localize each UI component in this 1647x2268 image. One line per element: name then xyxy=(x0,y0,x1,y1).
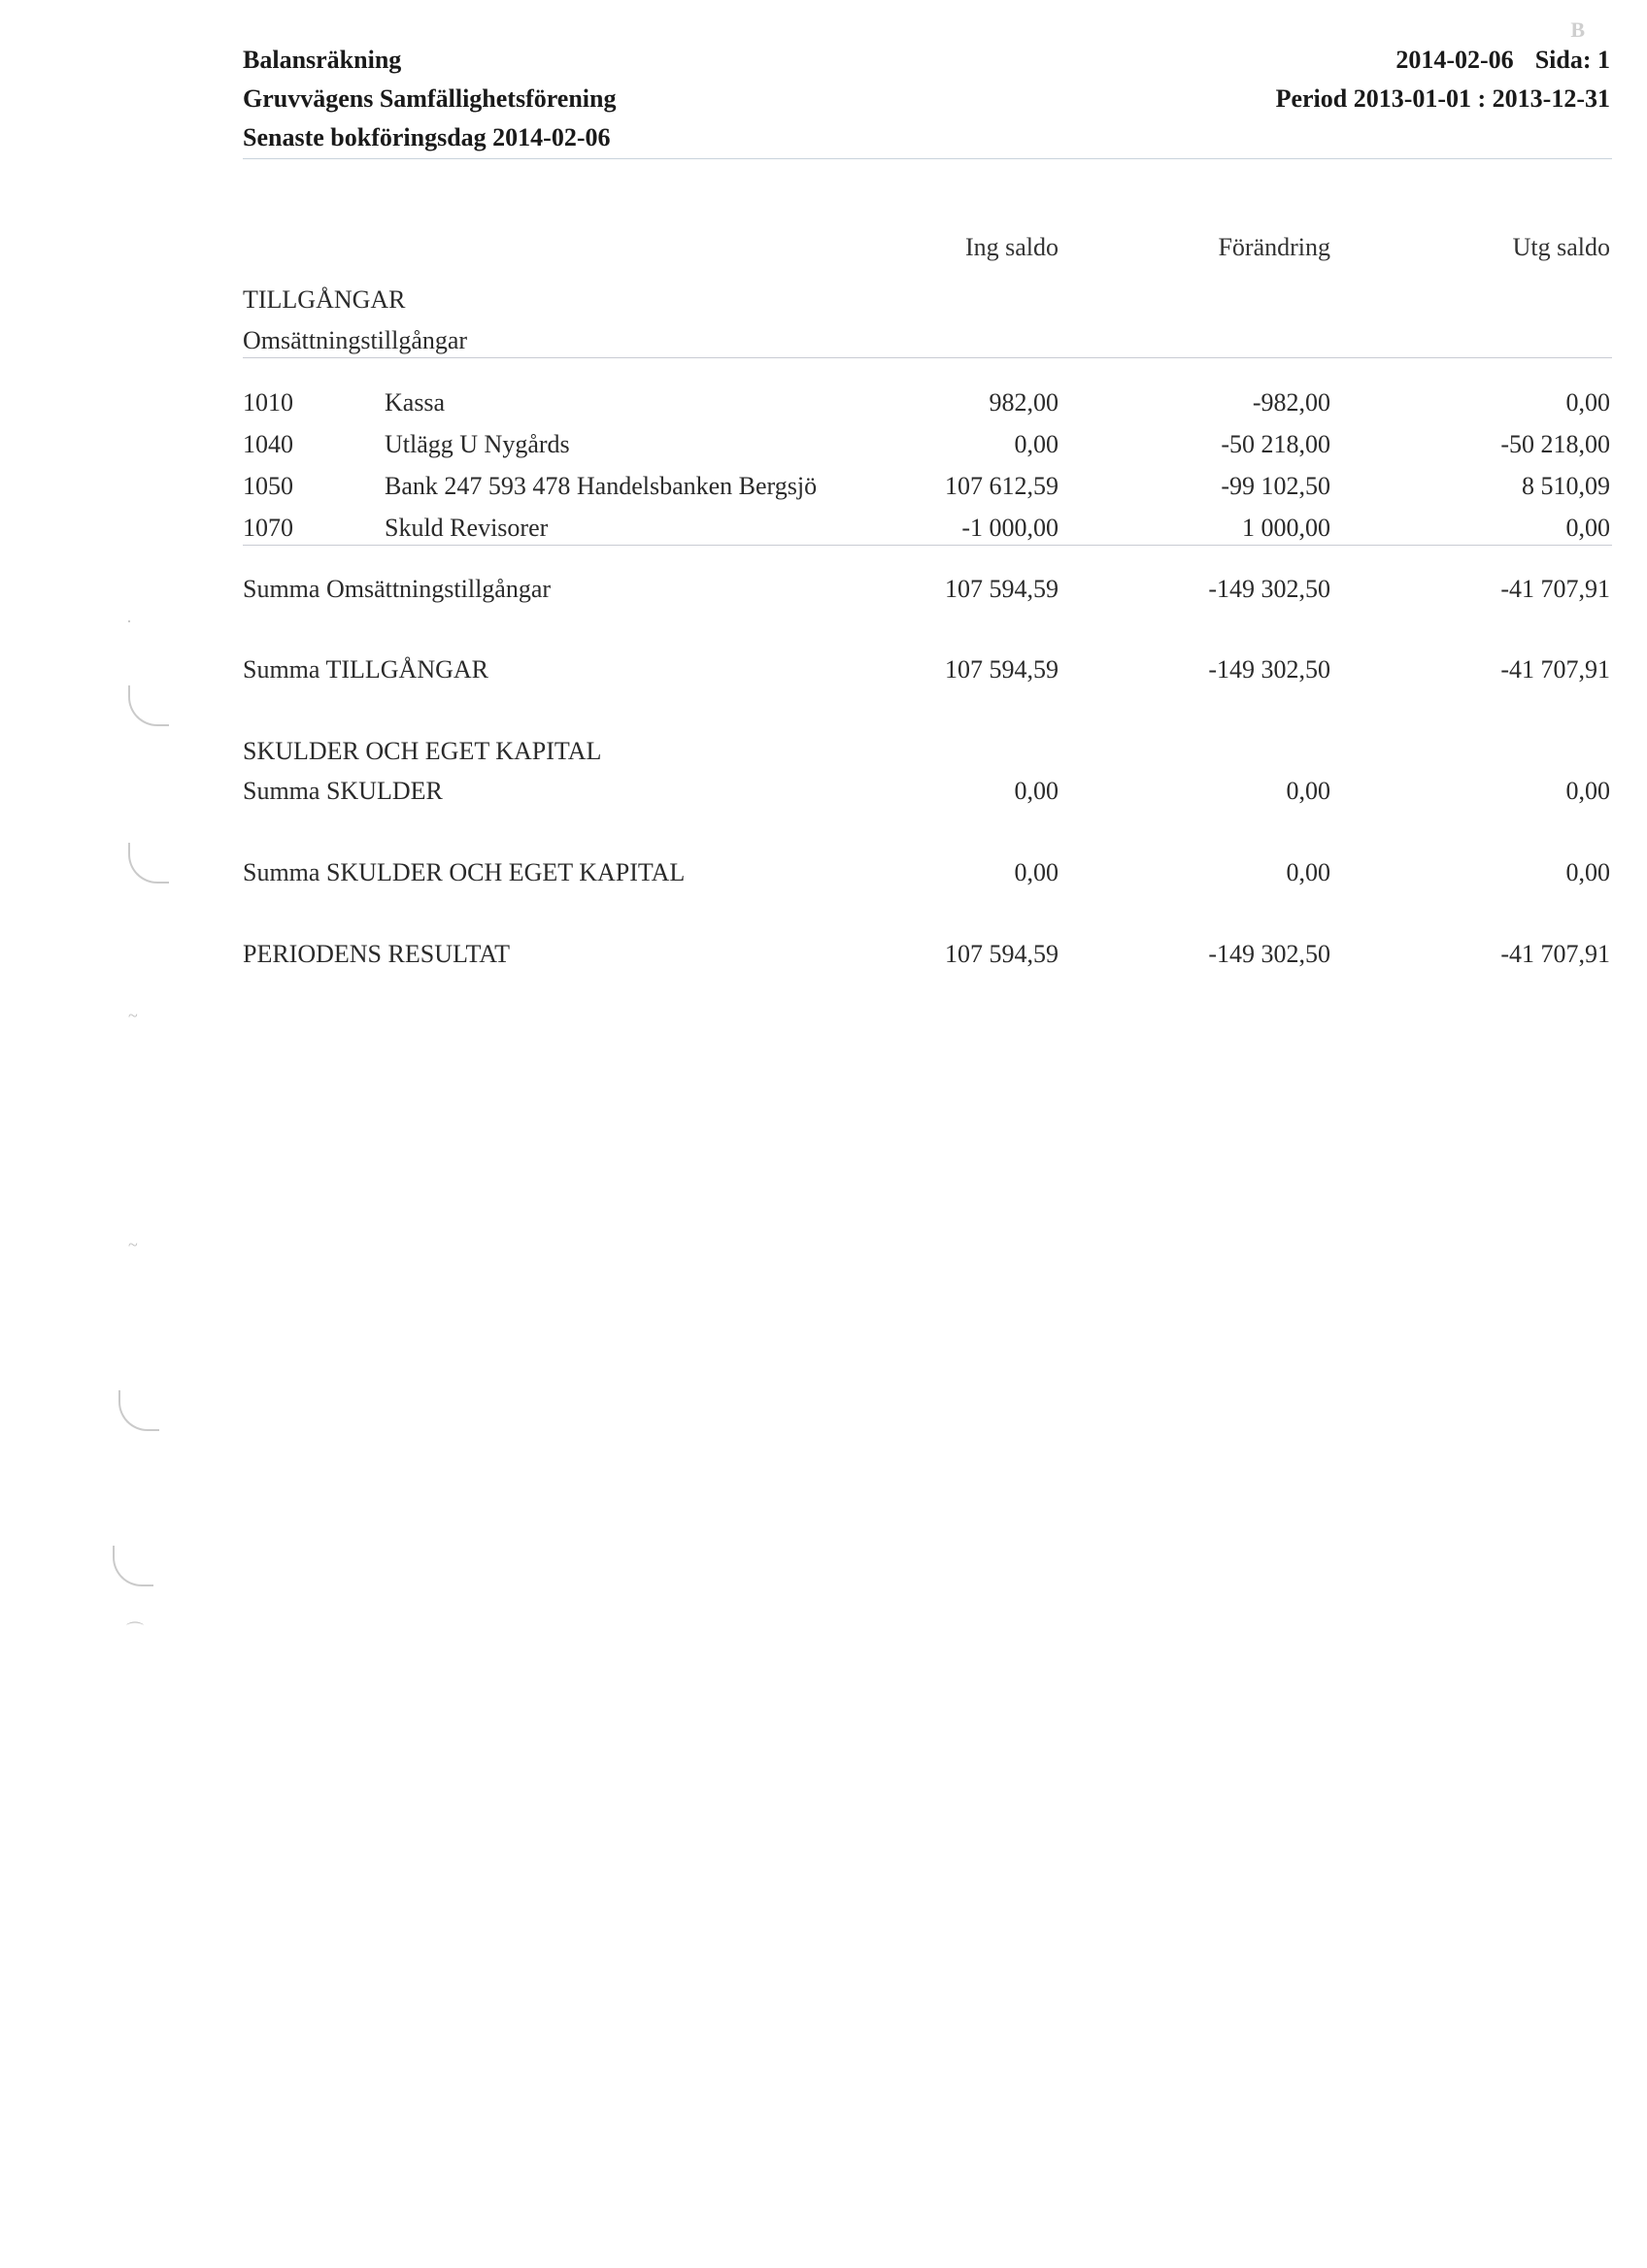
change-amount: -982,00 xyxy=(1252,388,1330,417)
section-title-liabilities-equity: SKULDER OCH EGET KAPITAL xyxy=(243,737,602,765)
change-amount: -50 218,00 xyxy=(1221,430,1330,458)
account-name: Kassa xyxy=(385,388,446,417)
closing-balance: 0,00 xyxy=(1565,388,1610,417)
result-label: PERIODENS RESULTAT xyxy=(243,940,511,968)
current-assets-divider xyxy=(243,357,1612,358)
account-row xyxy=(0,472,1647,511)
total-label: Summa SKULDER xyxy=(243,777,443,805)
total-row-assets xyxy=(0,655,1647,694)
last-posting-date: Senaste bokföringsdag 2014-02-06 xyxy=(243,123,611,151)
closing-balance: 0,00 xyxy=(1565,514,1610,542)
column-heading-closing: Utg saldo xyxy=(1512,233,1610,261)
account-row xyxy=(0,514,1647,552)
subtotal-row-current-assets xyxy=(0,575,1647,614)
change-amount: 0,00 xyxy=(1286,858,1330,886)
opening-balance: 107 594,59 xyxy=(945,575,1059,603)
opening-balance: 107 594,59 xyxy=(945,940,1059,968)
total-label: Summa TILLGÅNGAR xyxy=(243,655,489,684)
account-name: Bank 247 593 478 Handelsbanken Bergsjö xyxy=(385,472,818,500)
change-amount: -149 302,50 xyxy=(1208,655,1330,684)
total-row-liabilities xyxy=(0,777,1647,816)
faint-stamp: B xyxy=(1570,17,1589,42)
closing-balance: -50 218,00 xyxy=(1500,430,1610,458)
account-number: 1040 xyxy=(243,430,293,458)
account-name: Skuld Revisorer xyxy=(385,514,549,542)
opening-balance: 0,00 xyxy=(1014,858,1059,886)
period-result-row xyxy=(0,940,1647,979)
account-row xyxy=(0,430,1647,469)
report-header-right xyxy=(1276,41,1610,118)
total-label: Summa SKULDER OCH EGET KAPITAL xyxy=(243,858,686,886)
opening-balance: 0,00 xyxy=(1014,777,1059,805)
opening-balance: -1 000,00 xyxy=(961,514,1059,542)
change-amount: 1 000,00 xyxy=(1242,514,1330,542)
closing-balance: -41 707,91 xyxy=(1500,575,1610,603)
closing-balance: -41 707,91 xyxy=(1500,940,1610,968)
account-number: 1050 xyxy=(243,472,293,500)
scan-speck: ~ xyxy=(128,1006,138,1025)
organisation-name: Gruvvägens Samfällighetsförening xyxy=(243,84,617,113)
account-number: 1010 xyxy=(243,388,293,417)
opening-balance: 107 594,59 xyxy=(945,655,1059,684)
total-row-liabilities-equity xyxy=(0,858,1647,897)
opening-balance: 107 612,59 xyxy=(945,472,1059,500)
page-number: Sida: 1 xyxy=(1534,46,1610,74)
closing-balance: -41 707,91 xyxy=(1500,655,1610,684)
opening-balance: 0,00 xyxy=(1014,430,1059,458)
section-title-assets: TILLGÅNGAR xyxy=(243,285,406,314)
print-date: 2014-02-06 xyxy=(1395,46,1514,74)
change-amount: -149 302,50 xyxy=(1208,940,1330,968)
report-header-left xyxy=(243,41,616,157)
column-heading-opening: Ing saldo xyxy=(964,233,1059,261)
account-number: 1070 xyxy=(243,514,293,542)
account-name: Utlägg U Nygårds xyxy=(385,430,570,458)
section-subtitle-current-assets: Omsättningstillgångar xyxy=(243,326,468,354)
period-range: Period 2013-01-01 : 2013-12-31 xyxy=(1275,84,1610,113)
closing-balance: 8 510,09 xyxy=(1522,472,1610,500)
closing-balance: 0,00 xyxy=(1565,858,1610,886)
change-amount: 0,00 xyxy=(1286,777,1330,805)
scan-speck: ~ xyxy=(128,1235,138,1254)
subtotal-label: Summa Omsättningstillgångar xyxy=(243,575,552,603)
opening-balance: 982,00 xyxy=(989,388,1059,417)
accounts-divider xyxy=(243,545,1612,546)
closing-balance: 0,00 xyxy=(1565,777,1610,805)
hole-punch-mark xyxy=(128,685,169,726)
change-amount: -149 302,50 xyxy=(1208,575,1330,603)
scan-speck: · xyxy=(126,612,132,631)
hole-punch-mark xyxy=(118,1390,159,1431)
hole-punch-mark xyxy=(113,1546,153,1586)
change-amount: -99 102,50 xyxy=(1221,472,1330,500)
account-row xyxy=(0,388,1647,427)
header-divider xyxy=(243,158,1612,159)
column-heading-change: Förändring xyxy=(1218,233,1330,261)
report-title: Balansräkning xyxy=(243,46,402,74)
scan-speck: ⌒ xyxy=(126,1621,144,1641)
